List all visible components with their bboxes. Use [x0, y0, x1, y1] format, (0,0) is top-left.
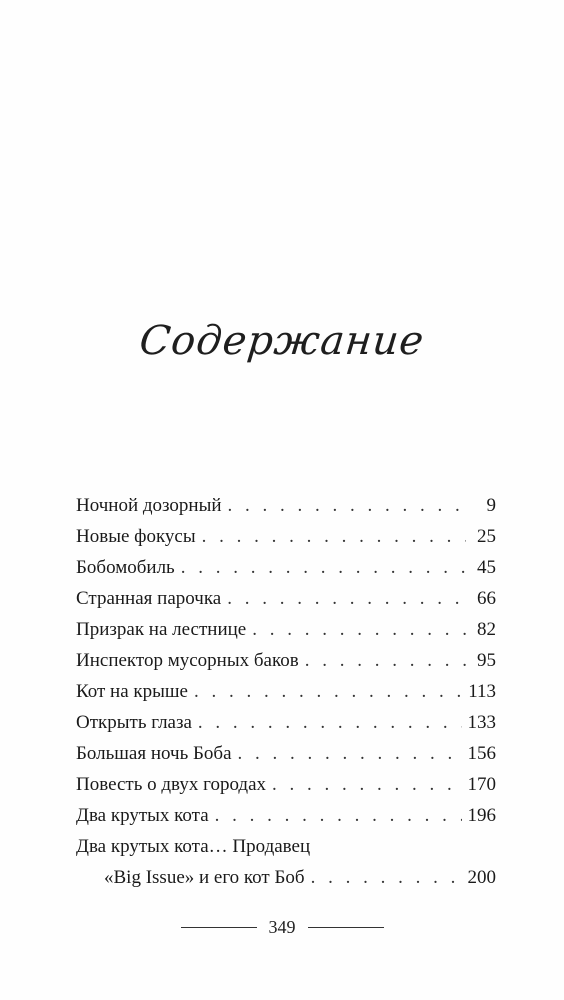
toc-entry	[76, 645, 496, 676]
folio-rule-left	[181, 927, 257, 928]
toc-entry-page: 133	[467, 712, 496, 733]
toc-leader-dots	[305, 645, 466, 676]
toc-leader-dots	[238, 738, 462, 769]
page-number: 349	[268, 917, 296, 937]
toc-entry	[76, 552, 496, 583]
toc-entry	[76, 614, 496, 645]
toc-entry	[76, 521, 496, 552]
toc-entry-title-line1: Два крутых кота… Продавец	[76, 836, 311, 857]
toc-leader-dots	[272, 769, 462, 800]
toc-leader-dots	[228, 490, 466, 521]
toc-entry-page: 66	[477, 588, 496, 609]
toc-entry	[76, 676, 496, 707]
toc-entry-page: 25	[477, 526, 496, 547]
toc-entry-page: 9	[486, 495, 496, 516]
toc-entry-title: Новые фокусы	[76, 526, 196, 547]
toc-entry-page: 200	[467, 867, 496, 888]
toc-entry	[76, 707, 496, 738]
toc-entry	[76, 490, 496, 521]
toc-entry	[76, 800, 496, 831]
toc-entry	[76, 583, 496, 614]
toc-entry-multiline	[76, 831, 496, 893]
toc-leader-dots	[198, 707, 462, 738]
toc-leader-dots	[202, 521, 466, 552]
toc-leader-dots	[194, 676, 462, 707]
toc-leader-dots	[311, 862, 462, 893]
toc-entry-title: Повесть о двух городах	[76, 774, 266, 795]
toc-entry	[76, 738, 496, 769]
toc-entry-title: Большая ночь Боба	[76, 743, 232, 764]
toc-entry-page: 196	[467, 805, 496, 826]
toc-leader-dots	[252, 614, 466, 645]
toc-entry-title-line2: «Big Issue» и его кот Боб	[104, 867, 305, 888]
page-title: Содержание	[137, 318, 427, 364]
toc-entry-page: 170	[467, 774, 496, 795]
toc-entry-title: Бобомобиль	[76, 557, 175, 578]
toc-leader-dots	[227, 583, 466, 614]
table-of-contents	[76, 490, 496, 893]
toc-entry-title: Странная парочка	[76, 588, 222, 609]
toc-entry-title: Инспектор мусорных баков	[76, 650, 299, 671]
toc-entry	[76, 769, 496, 800]
toc-leader-dots	[215, 800, 462, 831]
toc-entry-page: 113	[468, 681, 496, 702]
toc-entry-page: 45	[477, 557, 496, 578]
page-number-footer	[0, 917, 564, 938]
toc-entry-page: 95	[477, 650, 496, 671]
toc-leader-dots	[181, 552, 466, 583]
toc-entry-title: Кот на крыше	[76, 681, 188, 702]
toc-entry-title: Ночной дозорный	[76, 495, 222, 516]
folio-rule-right	[308, 927, 384, 928]
toc-entry-title: Открыть глаза	[76, 712, 192, 733]
toc-entry-title: Призрак на лестнице	[76, 619, 247, 640]
toc-entry-page: 82	[477, 619, 496, 640]
toc-entry-page: 156	[467, 743, 496, 764]
toc-entry-title: Два крутых кота	[76, 805, 209, 826]
